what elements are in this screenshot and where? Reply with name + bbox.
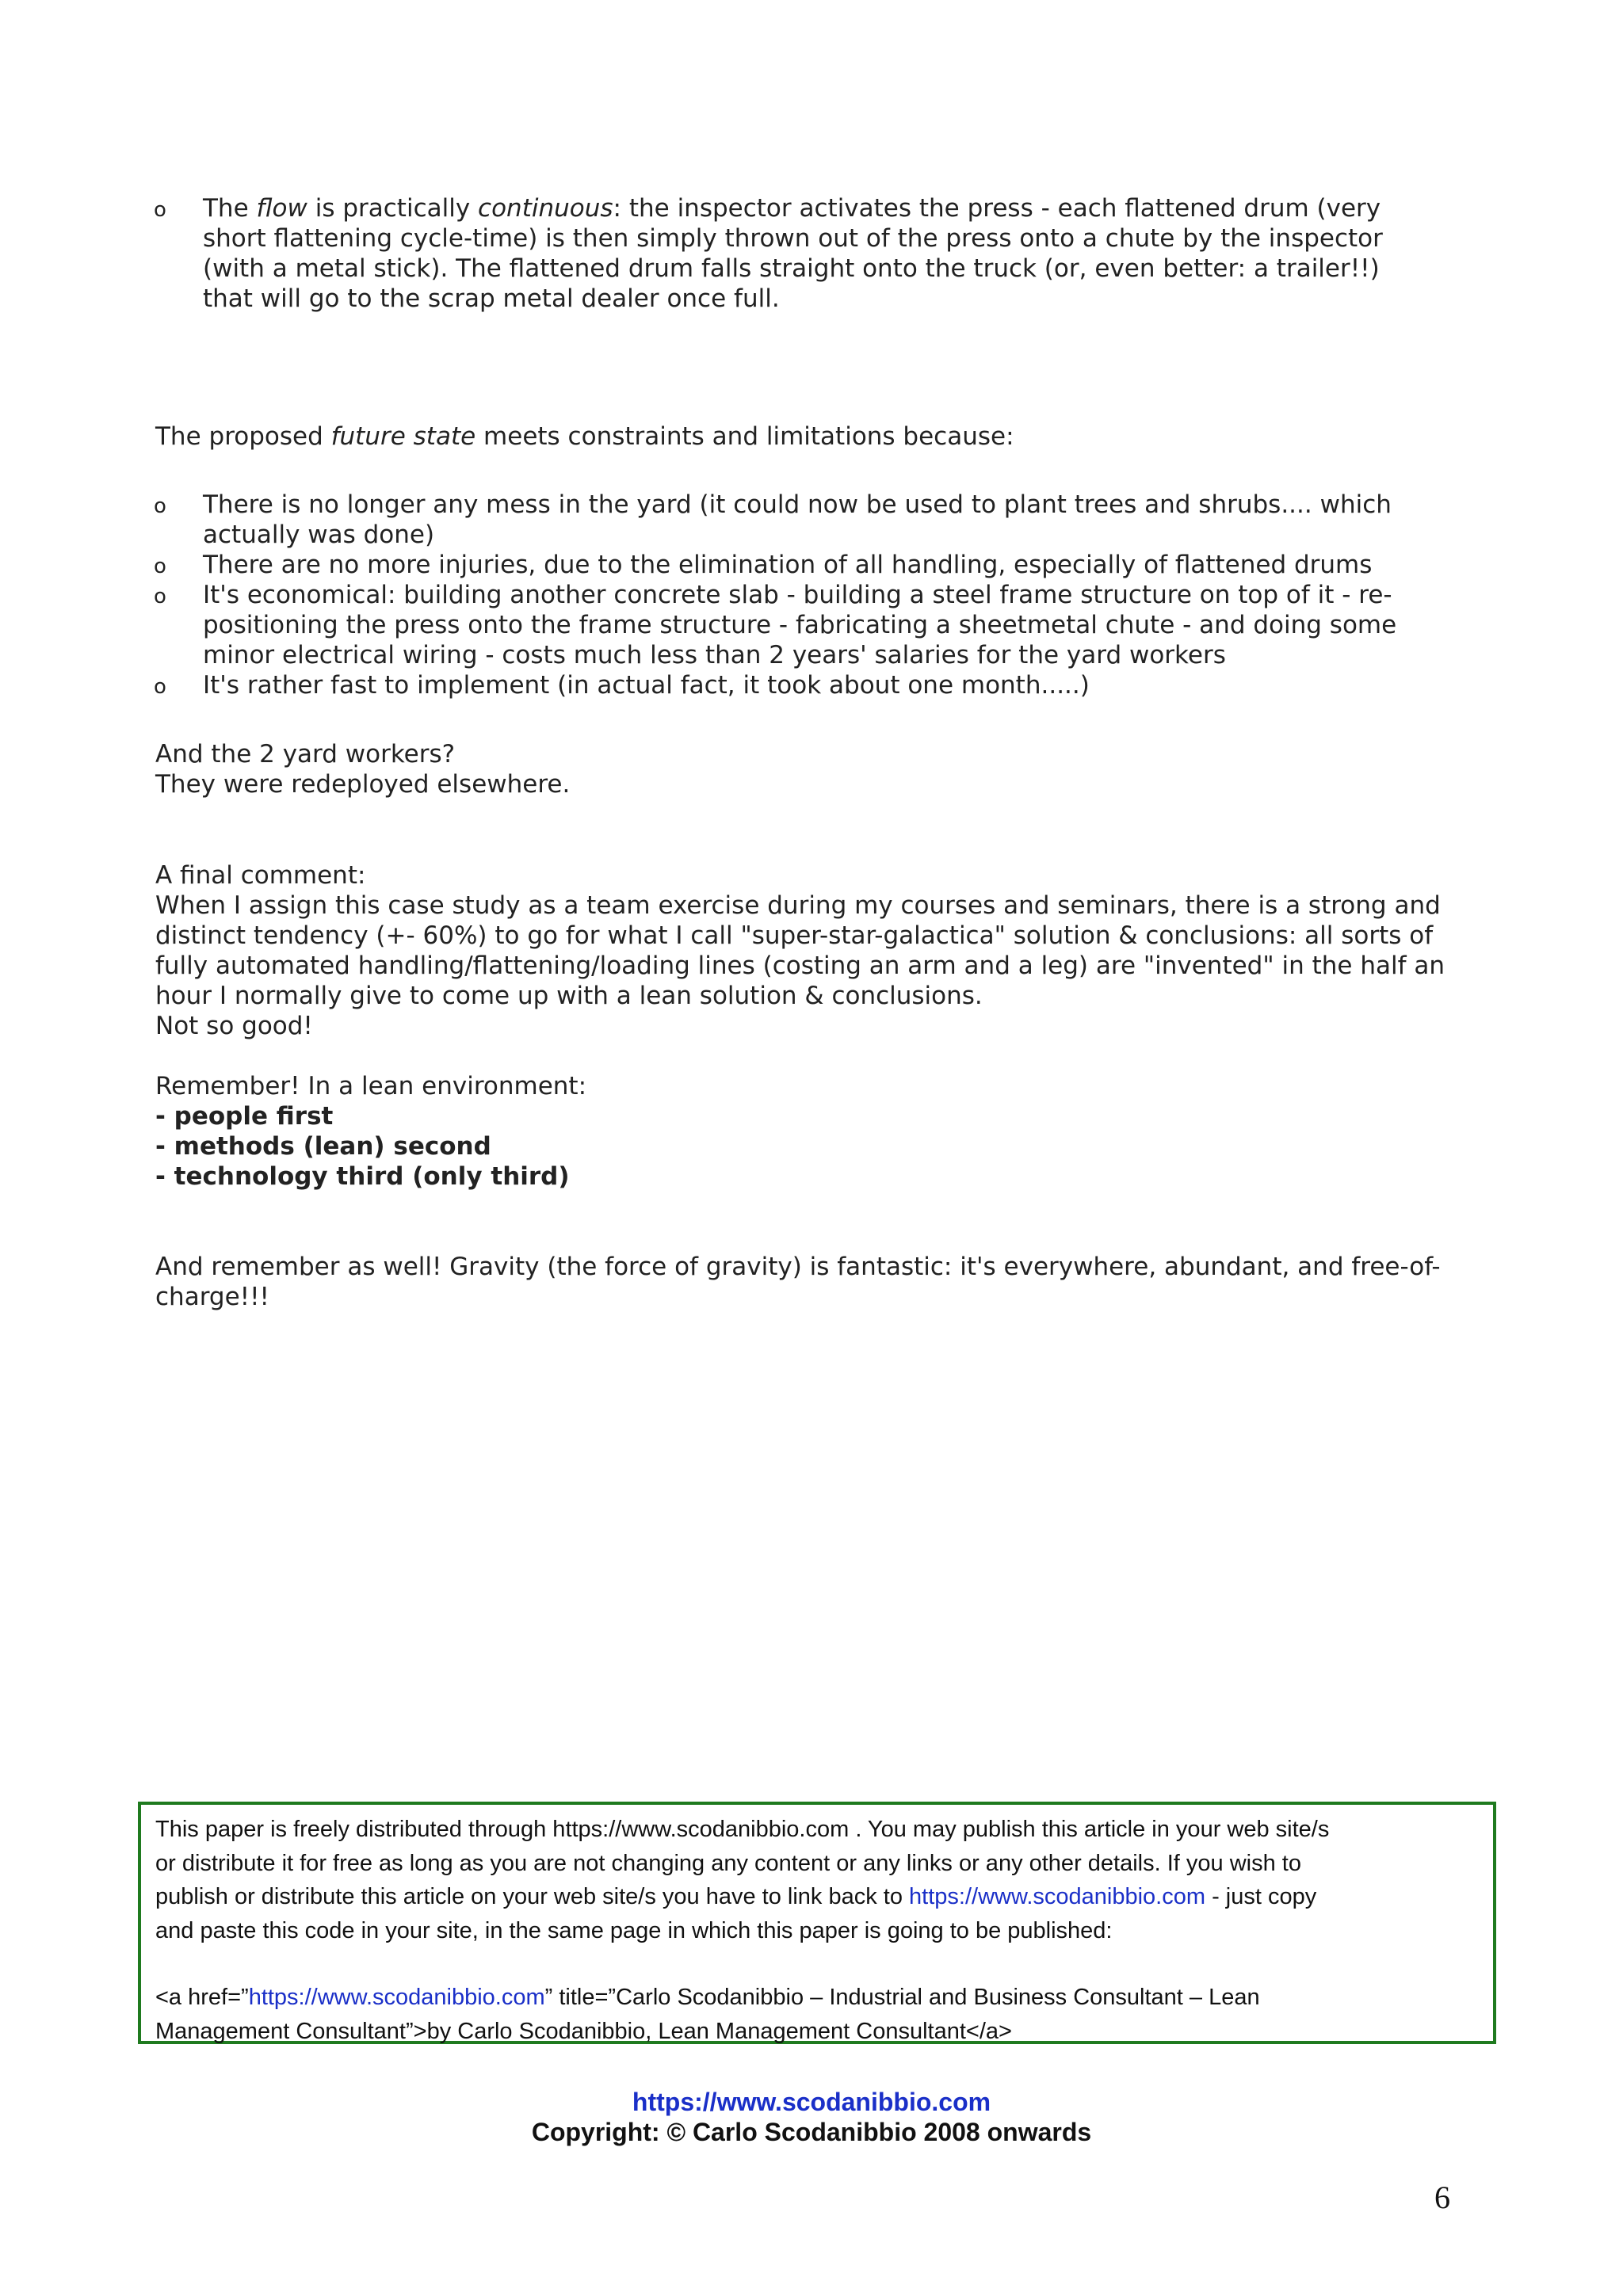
emphasis-future-state: future state bbox=[330, 422, 476, 451]
final-comment-paragraph: A final comment: When I assign this case study as a team exercise during my courses and seminars, there is a strong and distinct tendency (+- 60%) to go for what I call "super-star-galactica" solution & conclusions: all sorts of fully automated handling/flattening/loading lines (costing an arm and a leg) are "invented" in the half an hour I normally give to come up with a lean solution & conclusions. Not so good! bbox=[155, 860, 1487, 1041]
text-line: The flow is practically continuous: the inspector activates the press - each flattened drum (very bbox=[203, 194, 1381, 223]
list-item: o It's rather fast to implement (in actual fact, it took about one month.....) bbox=[203, 670, 1479, 700]
footer-copyright: Copyright: © Carlo Scodanibbio 2008 onwards bbox=[531, 2118, 1092, 2146]
text-line: short flattening cycle-time) is then simply thrown out of the press onto a chute by the inspector bbox=[203, 224, 1383, 253]
bullet-marker: o bbox=[154, 555, 166, 578]
text-line: (with a metal stick). The flattened drum falls straight onto the truck (or, even better: a trailer!!) bbox=[203, 254, 1380, 283]
scodanibbio-link[interactable]: https://www.scodanibbio.com bbox=[909, 1884, 1206, 1909]
bullet-marker: o bbox=[154, 198, 166, 222]
remember-paragraph: Remember! In a lean environment: - people first - methods (lean) second - technology third (only third) bbox=[155, 1071, 1487, 1192]
remember-item: - technology third (only third) bbox=[155, 1162, 570, 1191]
emphasis-continuous: continuous bbox=[478, 194, 613, 223]
yard-workers-paragraph: And the 2 yard workers? They were redeployed elsewhere. bbox=[155, 740, 571, 799]
text-line: that will go to the scrap metal dealer once full. bbox=[203, 284, 780, 313]
bullet-list-future bbox=[154, 490, 1479, 700]
footer bbox=[0, 2087, 1623, 2147]
remember-item: - methods (lean) second bbox=[155, 1132, 491, 1161]
bullet-marker: o bbox=[154, 494, 166, 518]
distribution-notice-box: This paper is freely distributed through https://www.scodanibbio.com . You may publish this article in your web site/s or distribute it for free as long as you are not changing any content or any links or any other details. If you wish to publish or distribute this article on your web site/s you have to link back to https://www.scodanibbio.com - just copy and paste this code in your site, in the same page in which this paper is going to be published: <a href=”https://www.scodanibbio.com” title=”Carlo Scodanibbio – Industrial and Business Consultant – Lean Management Consultant”>by Carlo Scodanibbio, Lean Management Consultant</a> bbox=[138, 1802, 1496, 2044]
bullet-list-top bbox=[154, 193, 1479, 314]
gravity-paragraph: And remember as well! Gravity (the force of gravity) is fantastic: it's everywhere, abundant, and free-of- charge!!! bbox=[155, 1253, 1441, 1311]
bullet-marker: o bbox=[154, 675, 166, 699]
footer-url-link[interactable]: https://www.scodanibbio.com bbox=[632, 2088, 991, 2116]
emphasis-flow: flow bbox=[256, 194, 307, 223]
list-item: o There is no longer any mess in the yard (it could now be used to plant trees and shrubs.... which actually was done) bbox=[154, 490, 1392, 549]
list-item: o It's economical: building another concrete slab - building a steel frame structure on top of it - re- positioning the press onto the frame structure - fabricating a sheetmetal chute - and doing some minor electrical wiring - costs much less than 2 years' salaries for the yard workers bbox=[154, 581, 1397, 669]
bullet-marker: o bbox=[154, 585, 166, 608]
scodanibbio-code-link[interactable]: https://www.scodanibbio.com bbox=[248, 1985, 545, 2010]
future-state-intro: The proposed future state meets constraints and limitations because: bbox=[155, 422, 1014, 451]
list-item bbox=[154, 193, 1479, 314]
final-comment-heading: A final comment: bbox=[155, 861, 366, 890]
list-item: o There are no more injuries, due to the elimination of all handling, especially of flattened drums bbox=[203, 550, 1479, 580]
remember-item: - people first bbox=[155, 1102, 334, 1131]
page-number: 6 bbox=[1434, 2180, 1450, 2215]
